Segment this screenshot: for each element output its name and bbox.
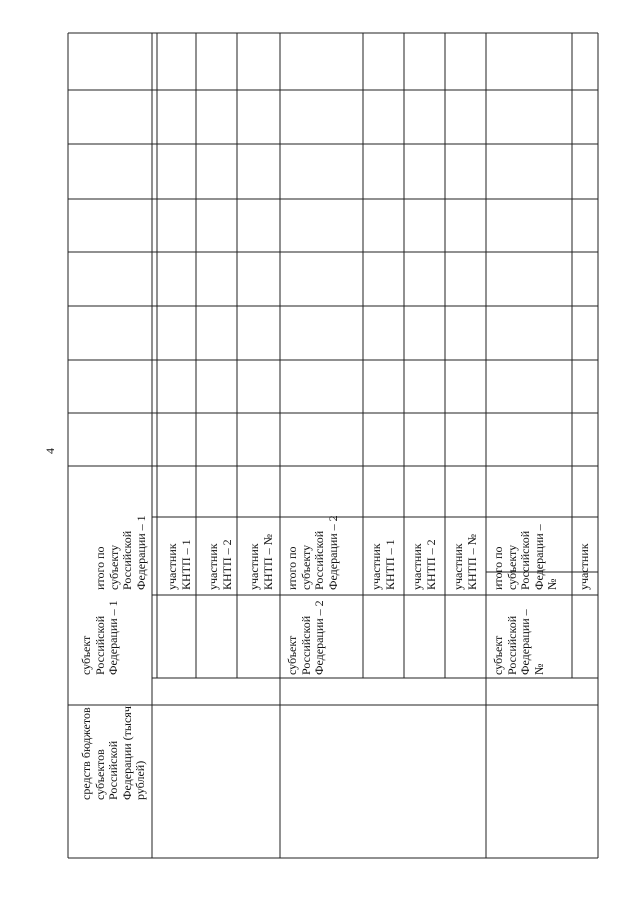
- subject-1-label: субъект Российской Федерации – 1: [79, 600, 120, 675]
- subject-3-label: субъект Российской Федерации – №: [491, 609, 546, 675]
- page-number: 4: [43, 448, 57, 454]
- subject-2-label: субъект Российской Федерации – 2: [285, 600, 326, 675]
- subject-2-participant-2: участник КНТП – 2: [410, 539, 438, 590]
- subject-1-total: итого по субъекту Российской Федерации – 1: [93, 515, 148, 590]
- subject-2-total: итого по субъекту Российской Федерации – 2: [285, 515, 340, 590]
- subject-1-participant-n: участник КНТП – №: [247, 533, 275, 590]
- subject-2-participant-n: участник КНТП – №: [451, 533, 479, 590]
- subject-1-participant-2: участник КНТП – 2: [206, 539, 234, 590]
- subject-2-participant-1: участник КНТП – 1: [369, 539, 397, 590]
- first-column-label: средств бюджетов субъектов Российской Федерации (тысяч рублей): [79, 706, 147, 800]
- subject-3-participant: участник: [577, 543, 591, 590]
- subject-1-participant-1: участник КНТП – 1: [165, 539, 193, 590]
- subject-3-total: итого по субъекту Российской Федерации – №: [491, 524, 559, 590]
